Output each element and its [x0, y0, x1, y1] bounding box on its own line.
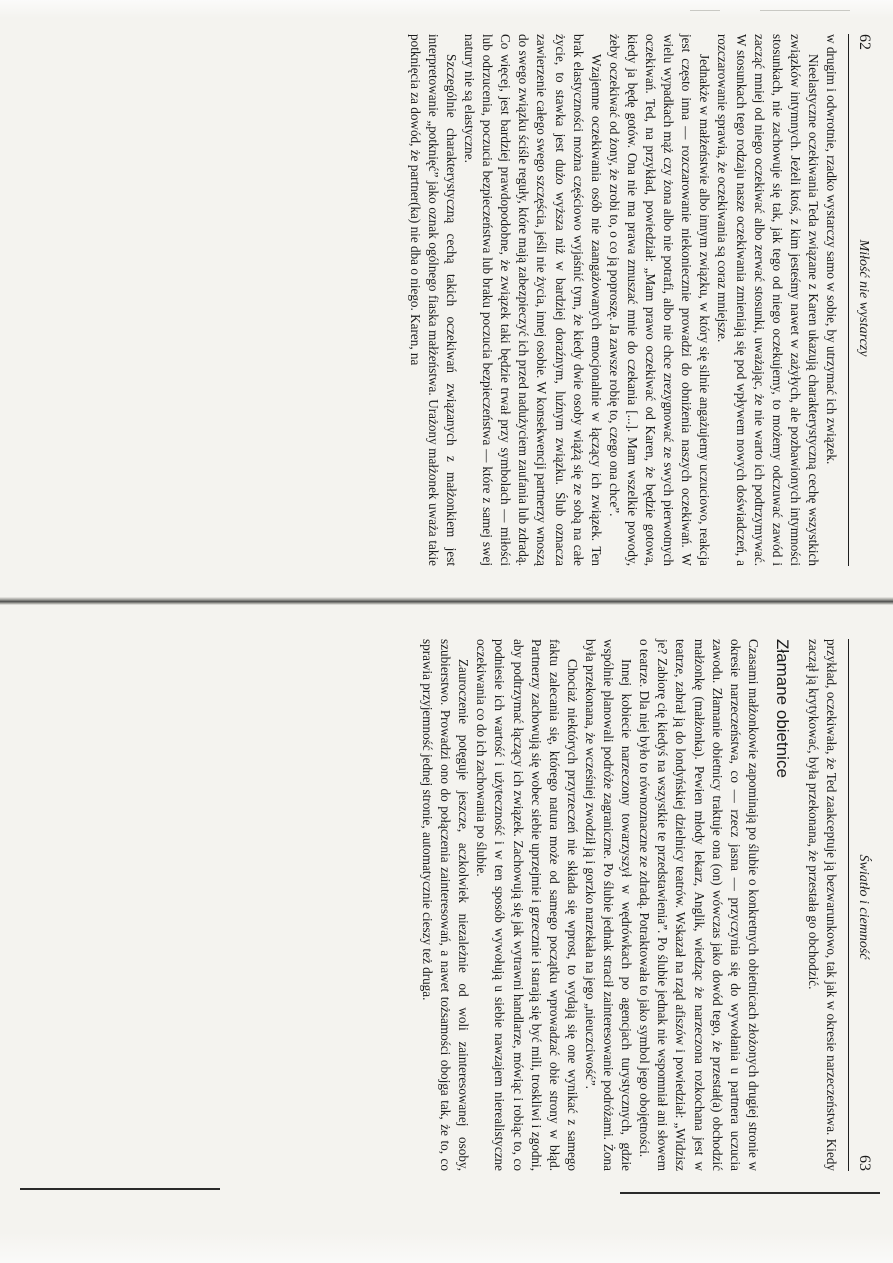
book-page-left: [17, 20, 877, 580]
paragraph: w drugim i odwrotnie, rzadko wystarczy samo w sobie, by utrzymać ich związek.: [823, 34, 839, 465]
book-page-right: [17, 625, 877, 1185]
scan-shadow-line: [20, 1188, 220, 1190]
paragraph: przykład, oczekiwała, że Ted zaakceptuje ją bezwarunkowo, tak jak w okresie narzeczeństwa. Kiedy zaczął ją krytykować, była przekonana, że przestała go obchodzić.: [805, 639, 839, 1171]
page-body: [418, 639, 840, 1171]
running-head: [848, 639, 877, 1171]
paragraph: Zauroczenie potęguje jeszcze, aczkolwiek niezależnie od woli zainteresowanej osoby, szubierstwo. Prowadzi ono do połączenia zainteresowań, a nawet tożsamości obojga tak, że to, co sprawia przyjemność jednej stronie, automatycznie cieszy też druga.: [419, 639, 471, 1171]
scan-speck: [760, 10, 850, 11]
running-head: [848, 34, 877, 566]
paragraph: Nieelastyczne oczekiwania Teda związane z Karen ukazują charakterystyczną cechę wszystkich związków intymnych. Jeżeli ktoś, z kim jesteśmy nawet w zażyłych, ale pozbawionych intymności stosunkach, nie zachowuje się tak, jak tego od niego oczekujemy, to możemy odczuwać zawód i zacząć mniej od niego oczekiwać albo zerwać stosunki, uważając, że nie warto ich podtrzymywać. W stosunkach tego rodzaju nasze oczekiwania zmieniają się pod wpływem nowych doświadczeń, a rozczarowanie sprawia, że oczekiwania są coraz mniejsze.: [714, 34, 821, 566]
book-gutter: [0, 597, 893, 605]
paragraph: Wzajemne oczekiwania osób nie zaangażowanych emocjonalnie w łączący ich związek. Ten brak elastyczności można częściowo wyjaśnić tym, że kiedy dwie osoby wiążą się ze sobą na całe życie, to stawka jest dużo wyższa niż w bardziej doraźnym, luźnym związku. Ślub oznacza zawierzenie całego swego szczęścia, jeśli nie życia, innej osobie. W konsekwencji partnerzy wnoszą do swego związku ściśle reguły, które mają zabezpieczyć ich przed nadużyciem zaufania lub zdradą. Co więcej, jest bardziej prawdopodobne, że związek taki będzie trwał przy symbolach — miłości lub odrzucenia, poczucia bezpieczeństwa lub braku poczucia bezpieczeństwa — które z samej swej natury nie są elastyczne.: [461, 34, 604, 566]
paragraph: Szczególnie charakterystyczną cechą takich oczekiwań związanych z małżonkiem jest interpretowanie „potknięć” jako oznak ogólnego fiaska małżeństwa. Urażony małżonek uważa takie potknięcia za dowód, że partner(ka) nie dba o niego. Karen, na: [407, 34, 459, 566]
running-title: Światło i ciemność: [855, 854, 871, 960]
page-number: 62: [855, 34, 873, 50]
paragraph: Jednakże w małżeństwie albo innym związku, w który się silnie angażujemy uczuciowo, reakcja jest często inna — rozczarowanie niekoniecznie prowadzi do obniżenia naszych oczekiwań. W wielu wypadkach mąż czy żona albo nie potrafi, albo nie chce zrezygnować ze swych pierwotnych oczekiwań. Ted, na przykład, powiedział: „Mam prawo oczekiwać od Karen, że będzie gotowa, kiedy ja będę gotów. Ona nie ma prawa zmuszać mnie do czekania [...]. Mam wszelkie powody, żeby oczekiwać od żony, że zrobi to, o co ją poproszę. Ja zawsze robię to, czego ona chce”.: [606, 34, 712, 566]
page-number: 63: [855, 1155, 873, 1171]
scan-shadow-line: [620, 1192, 880, 1194]
paragraph: Czasami małżonkowie zapominają po ślubie o konkretnych obietnicach złożonych drugiej stronie w okresie narzeczeństwa, co — rzecz jasna — przyczynia się do wywołania u partnera uczucia zawodu. Złamanie obietnicy traktuje ona (on) wówczas jako dowód tego, że przestał(a) obchodzić małżonkę (małżonka). Pewien młody lekarz, Anglik, wiedząc że narzeczona rozkochana jest w teatrze, zabrał ją do londyńskiej dzielnicy teatrów. Wskazał na rząd afiszów i powiedział: „Widzisz je? Zabiorę cię kiedyś na wszystkie te przedstawienia”. Po ślubie jednak nie wspomniał ani słowem o teatrze. Dla niej było to równoznaczne ze zdradą. Potraktowała to jako symbol jego obojętności.: [636, 639, 761, 1171]
paragraph: Innej kobiecie narzeczony towarzyszył w wędrówkach po agencjach turystycznych, gdzie wspólnie planowali podróże zagraniczne. Po ślubie jednak stracił zainteresowanie podróżami. Żona była przekonana, że wcześniej zwodził ją i gorzko narzekała na jego „nieuczciwość”.: [582, 639, 634, 1171]
scan-top-edge: [0, 0, 893, 18]
page-body: [405, 34, 839, 566]
scan-speck: [690, 10, 720, 11]
scan-bottom-edge: [0, 1233, 893, 1263]
section-heading: Złamane obietnice: [772, 639, 792, 778]
running-title: Miłość nie wystarczy: [855, 239, 871, 357]
paragraph: Chociaż niektórych przyrzeczeń nie składa się wprost, to wydają się one wynikać z samego faktu zalecania się, którego natura może od samego początku wprowadzać obie strony w błąd. Partnerzy zachowują się wobec siebie uprzejmie i grzecznie i starają się być mili, troskliwi i zgodni, aby podtrzymać łączący ich związek. Zachowują się jak wytrawni handlarze, mówiąc i robiąc to, co podniesie ich wartość i użyteczność i w ten sposób wywołują u siebie nawzajem nierealistyczne oczekiwania co do ich zachowania po ślubie.: [473, 639, 580, 1171]
